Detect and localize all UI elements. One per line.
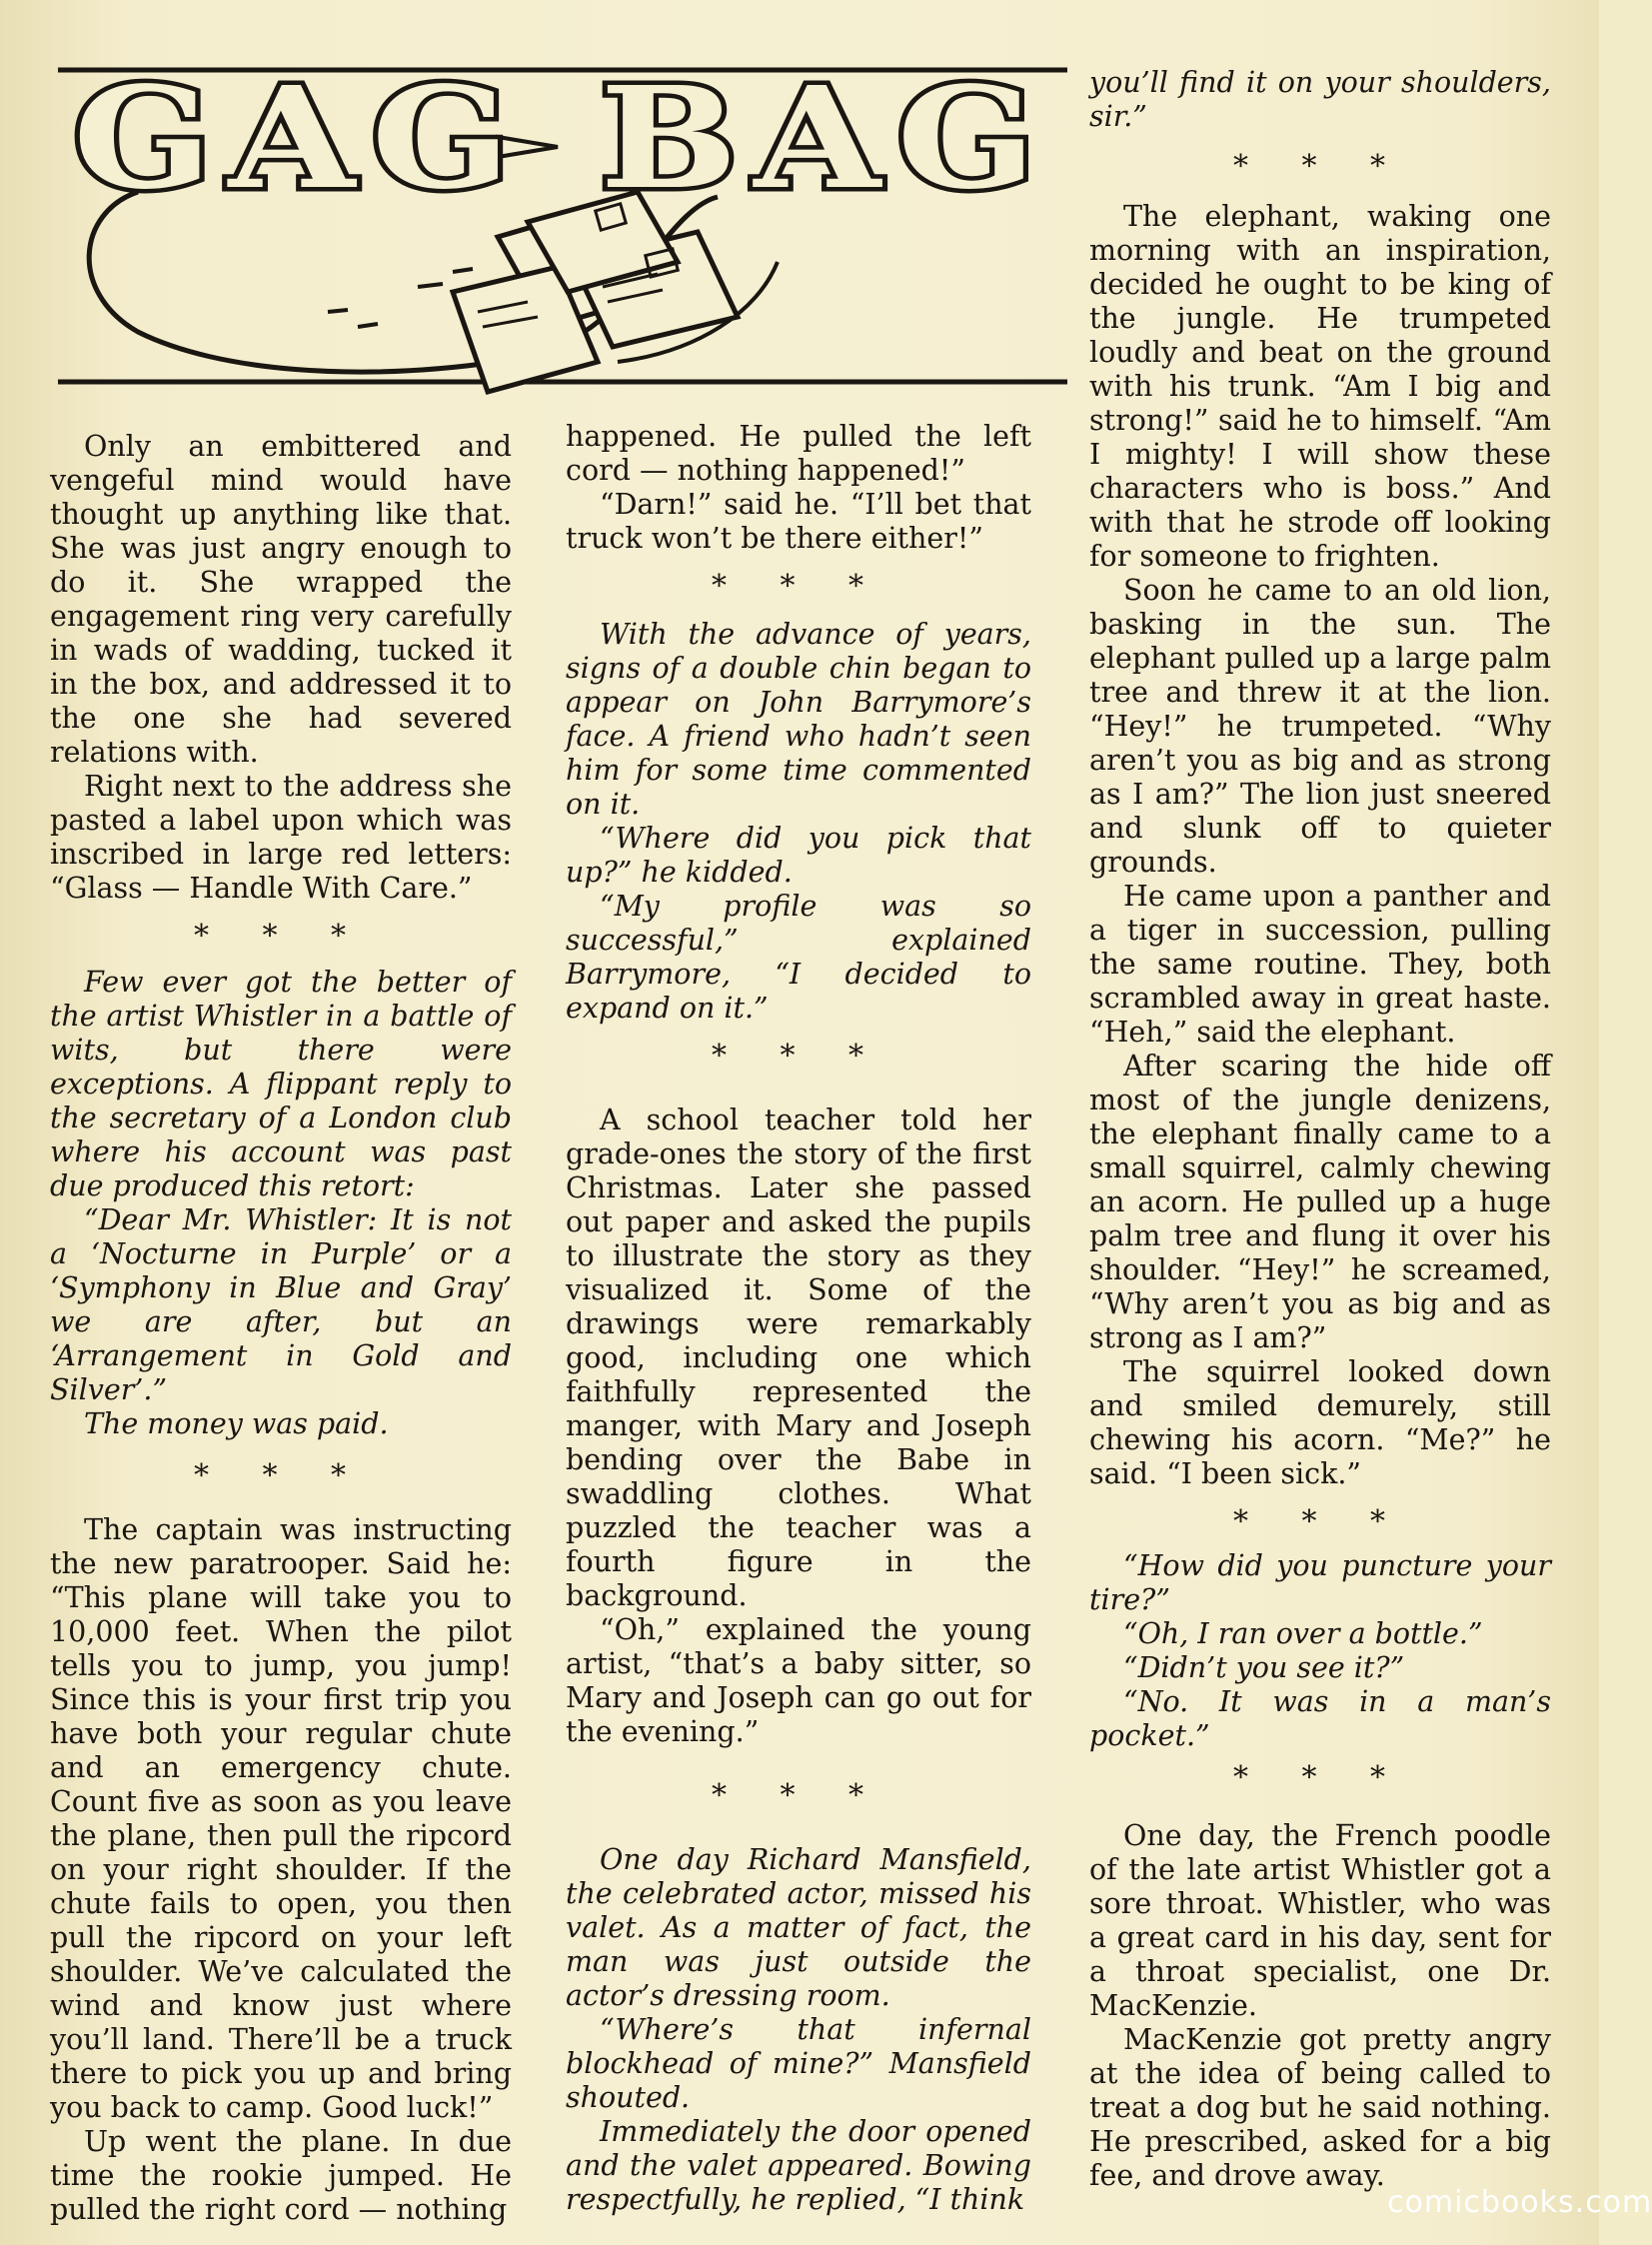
section-separator: * * *: [193, 919, 369, 954]
watermark-text: comicbooks.com: [1387, 2185, 1652, 2220]
paragraph: “How did you puncture your tire?”: [1089, 1549, 1551, 1616]
section-separator: * * *: [1232, 1760, 1408, 1795]
paragraph: MacKenzie got pretty angry at the idea of being called to treat a dog but he said nothing. He prescribed, asked for a big fee, and drove away.: [1089, 2023, 1551, 2192]
paragraph: “Darn!” said he. “I’ll bet that truck won’t be there either!”: [566, 488, 1031, 555]
paragraph: After scaring the hide off most of the jungle denizens, the elephant finally came to a small squirrel, calmly chewing an acorn. He pulled up a huge palm tree and flung it over his shoulder. “Hey!” he screamed, “Why aren’t you as big and as strong as I am?”: [1089, 1050, 1551, 1354]
gag-bag-header-illustration: [58, 57, 1067, 412]
column-1: [50, 430, 512, 2227]
column-3: [1089, 66, 1551, 2193]
paragraph: Only an embittered and vengeful mind would have thought up anything like that. She was just angry enough to do it. She wrapped the engagement ring very carefully in wads of wadding, tucked it in the box, and addressed it to the one she had severed relations with.: [50, 430, 512, 769]
section-separator: * * *: [711, 1778, 886, 1813]
paragraph: “Where’s that infernal blockhead of mine?” Mansfield shouted.: [566, 2013, 1031, 2114]
paragraph: The elephant, waking one morning with an inspiration, decided he ought to be king of the jungle. He trumpeted loudly and beat on the ground with his trunk. “Am I big and strong!” said he to himself. “Am I mighty! I will show these characters who is boss.” And with that he strode off looking for someone to frighten.: [1089, 200, 1551, 573]
section-separator: * * *: [193, 1458, 369, 1493]
paragraph: “Where did you pick that up?” he kidded.: [566, 822, 1031, 889]
paragraph: With the advance of years, signs of a double chin began to appear on John Barrymore’s face. A friend who hadn’t seen him for some time commented on it.: [566, 618, 1031, 821]
paragraph: One day, the French poodle of the late artist Whistler got a sore throat. Whistler, who was a great card in his day, sent for a throat specialist, one Dr. MacKenzie.: [1089, 1819, 1551, 2022]
paragraph: One day Richard Mansfield, the celebrated actor, missed his valet. As a matter of fact, the man was just outside the actor’s dressing room.: [566, 1843, 1031, 2012]
column-2: [566, 420, 1031, 2217]
section-separator: * * *: [1232, 149, 1408, 184]
paragraph: Immediately the door opened and the valet appeared. Bowing respectfully, he replied, “I think: [566, 2115, 1031, 2216]
paragraph: “Oh, I ran over a bottle.”: [1123, 1617, 1483, 1650]
paragraph: The money was paid.: [84, 1407, 389, 1440]
paragraph: “Didn’t you see it?”: [1123, 1651, 1405, 1684]
section-separator: * * *: [711, 1039, 886, 1074]
paragraph: He came upon a panther and a tiger in succession, pulling the same routine. They, both scrambled away in great haste. “Heh,” said the elephant.: [1089, 880, 1551, 1049]
paragraph: “No. It was in a man’s pocket.”: [1089, 1685, 1551, 1752]
paragraph: “Oh,” explained the young artist, “that’s a baby sitter, so Mary and Joseph can go out for the evening.”: [566, 1613, 1031, 1748]
paragraph: Up went the plane. In due time the rookie jumped. He pulled the right cord — nothing: [50, 2125, 512, 2226]
paragraph: Right next to the address she pasted a label upon which was inscribed in large red letters: “Glass — Handle With Care.”: [50, 770, 512, 905]
paragraph: Soon he came to an old lion, basking in the sun. The elephant pulled up a large palm tree and threw it at the lion. “Hey!” he trumpeted. “Why aren’t you as big and as strong as I am?” The lion just sneered and slunk off to quieter grounds.: [1089, 574, 1551, 879]
section-separator: * * *: [711, 569, 886, 604]
paragraph: you’ll find it on your shoulders, sir.”: [1089, 66, 1551, 133]
paragraph: The captain was instructing the new paratrooper. Said he: “This plane will take you to 10,000 feet. When the pilot tells you to jump, you jump! Since this is your first trip you have both your regular chute and an emergency chute. Count five as soon as you leave the plane, then pull the ripcord on your right shoulder. If the chute fails to open, you then pull the ripcord on your left shoulder. We’ve calculated the wind and know just where you’ll land. There’ll be a truck there to pick you up and bring you back to camp. Good luck!”: [50, 1513, 512, 2124]
paragraph: “My profile was so successful,” explained Barrymore, “I decided to expand on it.”: [566, 890, 1031, 1025]
paragraph: “Dear Mr. Whistler: It is not a ‘Nocturne in Purple’ or a ‘Symphony in Blue and Gray’ we are after, but an ‘Arrangement in Gold and Silver’.”: [50, 1203, 512, 1406]
header-title: GAG BAG: [73, 57, 1052, 221]
paragraph: Few ever got the better of the artist Whistler in a battle of wits, but there were exceptions. A flippant reply to the secretary of a London club where his account was past due produced this retort:: [50, 966, 512, 1202]
paragraph: The squirrel looked down and smiled demurely, still chewing his acorn. “Me?” he said. “I been sick.”: [1089, 1355, 1551, 1490]
section-separator: * * *: [1232, 1504, 1408, 1539]
paragraph: happened. He pulled the left cord — nothing happened!”: [566, 420, 1031, 487]
paragraph: A school teacher told her grade-ones the story of the first Christmas. Later she passed out paper and asked the pupils to illustrate the story as they visualized it. Some of the drawings were remarkably good, including one which faithfully represented the manger, with Mary and Joseph bending over the Babe in swaddling clothes. What puzzled the teacher was a fourth figure in the background.: [566, 1104, 1031, 1612]
